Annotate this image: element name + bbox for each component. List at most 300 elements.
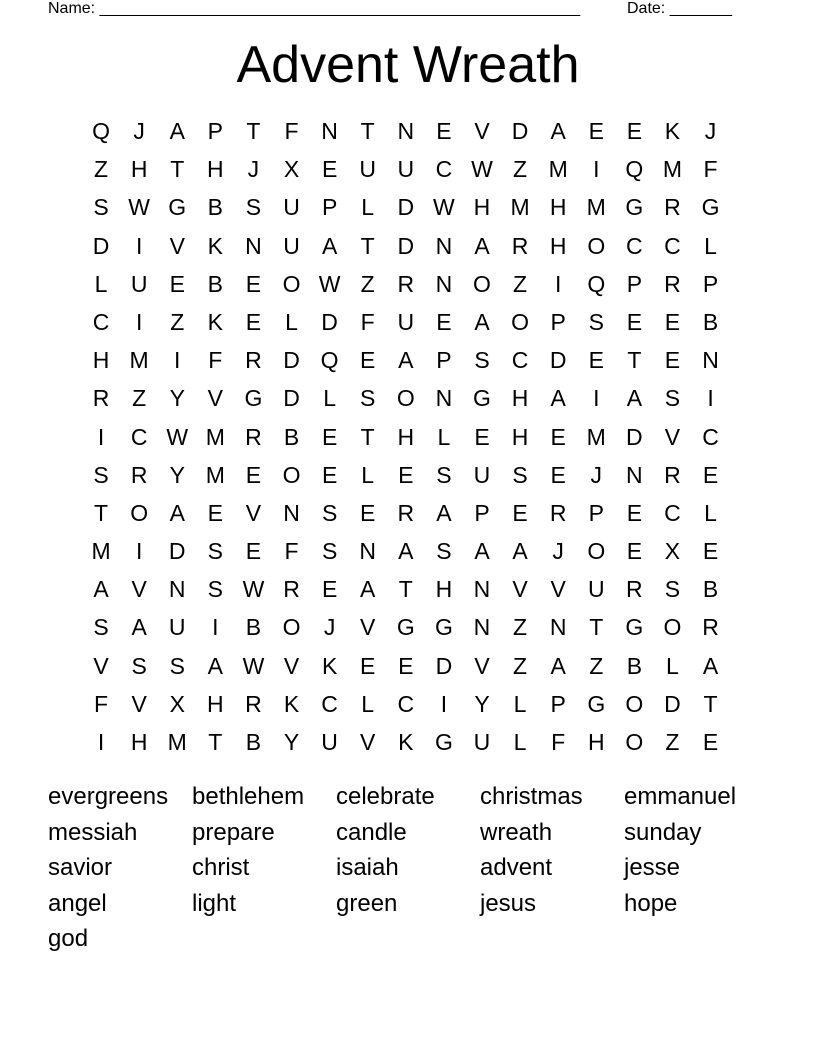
grid-letter: N [435, 232, 453, 259]
word-list-item: emmanuel [624, 783, 737, 810]
grid-letter: U [168, 614, 186, 641]
grid-letter: H [397, 423, 415, 450]
grid-letter: M [205, 423, 225, 450]
grid-letter: K [664, 118, 681, 144]
grid-letter: E [512, 499, 528, 526]
grid-letter: I [97, 729, 105, 755]
grid-letter: S [474, 347, 490, 374]
grid-letter: L [361, 194, 375, 221]
grid-letter: D [397, 194, 415, 221]
grid-letter: N [359, 538, 377, 565]
grid-letter: H [473, 194, 491, 221]
grid-letter: B [245, 614, 262, 641]
grid-letter: D [626, 423, 643, 450]
grid-letter: E [588, 118, 604, 144]
grid-letter: E [702, 461, 719, 488]
grid-letter: T [589, 614, 604, 641]
grid-letter: E [626, 118, 643, 144]
grid-letter: K [207, 308, 223, 335]
grid-letter: V [360, 614, 376, 641]
grid-letter: E [588, 347, 604, 374]
grid-letter: P [207, 118, 223, 144]
word-list-item: god [48, 925, 89, 953]
grid-letter: E [321, 576, 338, 603]
grid-letter: Z [513, 156, 528, 183]
grid-letter: G [701, 194, 720, 221]
grid-letter: H [549, 232, 567, 259]
grid-letter: T [94, 499, 109, 526]
grid-letter: J [247, 156, 260, 183]
grid-letter: I [440, 690, 448, 717]
grid-letter: I [554, 270, 562, 297]
grid-letter: R [245, 347, 262, 374]
grid-letter: R [245, 423, 262, 450]
word-list-item: hope [624, 889, 678, 917]
grid-letter: D [664, 690, 681, 717]
grid-letter: I [707, 385, 714, 412]
grid-letter: H [511, 423, 529, 450]
grid-letter: E [398, 652, 414, 679]
grid-letter: B [245, 729, 262, 755]
grid-letter: W [471, 156, 493, 183]
grid-letter: K [398, 729, 414, 755]
grid-letter: P [321, 194, 338, 221]
grid-letter: N [549, 614, 567, 641]
grid-letter: N [321, 118, 338, 144]
word-list-item: wreath [480, 818, 553, 846]
grid-letter: C [664, 499, 681, 526]
grid-letter: R [283, 576, 300, 603]
grid-letter: O [663, 614, 682, 641]
grid-letter: H [435, 576, 453, 603]
grid-letter: C [626, 232, 643, 259]
grid-letter: T [246, 118, 261, 144]
name-field-label: Name: ______________________________________________________ [48, 0, 581, 17]
grid-letter: L [513, 690, 527, 717]
grid-letter: D [92, 232, 110, 259]
grid-letter: E [626, 308, 643, 335]
grid-letter: I [593, 156, 600, 183]
grid-letter: H [92, 347, 110, 374]
grid-letter: V [131, 690, 147, 717]
grid-letter: M [510, 194, 530, 221]
grid-letter: Z [513, 652, 528, 679]
grid-letter: H [130, 729, 148, 755]
grid-letter: I [135, 538, 143, 565]
grid-letter: O [130, 499, 149, 526]
grid-letter: T [360, 118, 375, 144]
grid-letter: W [128, 194, 150, 221]
grid-letter: X [664, 538, 681, 565]
grid-letter: E [207, 499, 223, 526]
grid-letter: V [93, 652, 109, 679]
grid-letter: S [664, 576, 681, 603]
grid-letter: O [473, 270, 491, 297]
grid-letter: L [704, 232, 717, 259]
grid-letter: B [702, 308, 719, 335]
grid-letter: G [587, 690, 606, 717]
grid-letter: T [627, 347, 642, 374]
grid-letter: U [473, 729, 491, 755]
grid-letter: F [284, 118, 299, 144]
grid-letter: O [587, 538, 606, 565]
grid-letter: T [360, 232, 375, 259]
grid-letter: S [512, 461, 528, 488]
grid-letter: E [626, 538, 643, 565]
grid-letter: V [283, 652, 300, 679]
grid-letter: U [397, 308, 415, 335]
grid-letter: N [245, 232, 262, 259]
grid-letter: R [664, 270, 681, 297]
grid-letter: Z [665, 729, 680, 755]
grid-letter: R [245, 690, 262, 717]
grid-letter: E [702, 729, 719, 755]
grid-letter: C [702, 423, 719, 450]
grid-letter: F [208, 347, 223, 374]
grid-letter: A [321, 232, 338, 259]
grid-letter: Q [587, 270, 606, 297]
word-list-item: prepare [192, 818, 275, 846]
grid-letter: U [283, 194, 300, 221]
grid-letter: G [168, 194, 187, 221]
grid-letter: E [245, 461, 262, 488]
grid-letter: V [131, 576, 147, 603]
grid-letter: N [435, 270, 453, 297]
grid-letter: A [550, 385, 566, 412]
grid-letter: T [703, 690, 718, 717]
word-list-item: christ [192, 854, 250, 882]
grid-letter: K [283, 690, 300, 717]
grid-letter: I [174, 347, 181, 374]
grid-letter: S [207, 576, 223, 603]
grid-letter: V [664, 423, 681, 450]
word-list-item: isaiah [336, 854, 399, 882]
grid-letter: E [664, 347, 681, 374]
letter-grid [82, 112, 730, 761]
grid-letter: D [321, 308, 338, 335]
grid-letter: S [207, 538, 223, 565]
grid-letter: H [549, 194, 567, 221]
grid-letter: Y [169, 385, 185, 412]
grid-letter: A [474, 308, 490, 335]
grid-letter: X [169, 690, 185, 717]
grid-letter: O [282, 270, 301, 297]
grid-letter: M [586, 423, 606, 450]
grid-letter: N [702, 347, 719, 374]
grid-letter: C [664, 232, 681, 259]
grid-letter: C [92, 308, 110, 335]
grid-letter: P [702, 270, 719, 297]
grid-letter: E [702, 538, 719, 565]
grid-letter: A [131, 614, 147, 641]
grid-letter: K [321, 652, 338, 679]
grid-letter: T [360, 423, 375, 450]
grid-letter: Z [170, 308, 185, 335]
grid-letter: W [166, 423, 189, 450]
grid-letter: L [285, 308, 298, 335]
grid-letter: U [587, 576, 605, 603]
grid-letter: A [550, 118, 566, 144]
grid-letter: A [207, 652, 223, 679]
grid-letter: M [548, 156, 568, 183]
grid-letter: R [702, 614, 719, 641]
grid-letter: E [360, 347, 376, 374]
word-list-item: advent [480, 854, 553, 882]
grid-letter: S [436, 538, 452, 565]
grid-letter: O [282, 461, 301, 488]
grid-letter: G [473, 385, 491, 412]
grid-letter: A [93, 576, 109, 603]
grid-letter: V [474, 118, 490, 144]
grid-letter: I [593, 385, 600, 412]
grid-letter: L [513, 729, 527, 755]
grid-letter: H [130, 156, 148, 183]
grid-letter: R [92, 385, 110, 412]
grid-letter: G [434, 729, 453, 755]
grid-letter: R [664, 461, 681, 488]
grid-letter: S [245, 194, 262, 221]
grid-letter: F [360, 308, 375, 335]
grid-letter: J [552, 538, 564, 565]
grid-letter: V [474, 652, 490, 679]
grid-letter: O [625, 690, 644, 717]
grid-letter: V [512, 576, 528, 603]
word-list [48, 780, 768, 958]
grid-letter: E [321, 461, 338, 488]
grid-letter: A [169, 499, 185, 526]
word-list-item: savior [48, 854, 113, 882]
grid-letter: C [321, 690, 338, 717]
grid-letter: F [284, 538, 299, 565]
grid-letter: S [93, 614, 109, 641]
grid-letter: Y [169, 461, 185, 488]
grid-letter: E [321, 423, 338, 450]
grid-letter: V [245, 499, 262, 526]
grid-letter: S [588, 308, 604, 335]
grid-letter: E [321, 156, 338, 183]
grid-letter: S [93, 194, 109, 221]
grid-letter: H [587, 729, 605, 755]
grid-letter: S [93, 461, 109, 488]
grid-letter: P [550, 690, 566, 717]
grid-letter: H [207, 690, 224, 717]
grid-letter: S [169, 652, 185, 679]
grid-letter: C [397, 690, 415, 717]
grid-letter: B [626, 652, 643, 679]
grid-letter: O [396, 385, 415, 412]
grid-letter: U [321, 729, 338, 755]
grid-letter: L [361, 690, 375, 717]
grid-letter: A [436, 499, 452, 526]
grid-letter: E [474, 423, 490, 450]
grid-letter: M [205, 461, 225, 488]
grid-letter: A [169, 118, 185, 144]
grid-letter: J [323, 614, 336, 641]
grid-letter: L [704, 499, 717, 526]
grid-letter: P [588, 499, 604, 526]
grid-letter: E [360, 499, 376, 526]
grid-letter: I [135, 232, 143, 259]
grid-letter: W [433, 194, 455, 221]
grid-letter: P [626, 270, 643, 297]
grid-letter: V [207, 385, 223, 412]
grid-letter: S [321, 538, 338, 565]
grid-letter: Y [283, 729, 300, 755]
grid-letter: S [664, 385, 681, 412]
grid-letter: B [207, 270, 223, 297]
grid-letter: Z [132, 385, 147, 412]
grid-letter: L [437, 423, 451, 450]
grid-letter: O [587, 232, 606, 259]
grid-letter: U [283, 232, 300, 259]
grid-letter: C [130, 423, 148, 450]
word-list-item: messiah [48, 818, 138, 846]
grid-letter: E [626, 499, 643, 526]
word-list-item: candle [336, 818, 407, 846]
grid-letter: E [169, 270, 185, 297]
grid-letter: O [625, 729, 644, 755]
grid-letter: V [360, 729, 376, 755]
grid-letter: A [398, 538, 414, 565]
grid-letter: O [511, 308, 530, 335]
grid-letter: Z [94, 156, 109, 183]
grid-letter: P [474, 499, 490, 526]
grid-letter: R [397, 270, 415, 297]
grid-letter: T [208, 729, 223, 755]
grid-letter: U [359, 156, 377, 183]
grid-letter: O [282, 614, 301, 641]
grid-letter: N [473, 576, 491, 603]
grid-letter: E [550, 423, 566, 450]
grid-letter: U [473, 461, 491, 488]
grid-letter: M [662, 156, 683, 183]
grid-letter: Q [625, 156, 644, 183]
grid-letter: G [396, 614, 415, 641]
grid-letter: E [436, 118, 452, 144]
grid-letter: H [511, 385, 529, 412]
grid-letter: E [245, 538, 262, 565]
grid-letter: N [168, 576, 186, 603]
grid-letter: N [435, 385, 453, 412]
grid-letter: I [212, 614, 219, 641]
grid-letter: M [129, 347, 149, 374]
grid-letter: N [626, 461, 643, 488]
grid-letter: U [397, 156, 415, 183]
grid-letter: R [549, 499, 567, 526]
word-list-item: christmas [480, 783, 583, 810]
grid-letter: Y [474, 690, 490, 717]
grid-letter: L [666, 652, 679, 679]
grid-letter: L [361, 461, 375, 488]
word-list-item: angel [48, 889, 107, 917]
grid-letter: R [397, 499, 415, 526]
grid-letter: T [398, 576, 413, 603]
grid-letter: W [318, 270, 341, 297]
grid-letter: X [283, 156, 300, 183]
grid-letter: M [167, 729, 187, 755]
grid-letter: M [586, 194, 606, 221]
grid-letter: J [590, 461, 603, 488]
word-list-item: light [192, 889, 237, 917]
grid-letter: V [169, 232, 185, 259]
date-field-label: Date: _______ [627, 0, 732, 17]
grid-letter: R [626, 576, 643, 603]
page-title: Advent Wreath [236, 36, 580, 94]
grid-letter: R [130, 461, 148, 488]
grid-letter: A [512, 538, 528, 565]
grid-letter: D [168, 538, 186, 565]
grid-letter: E [245, 308, 262, 335]
grid-letter: K [207, 232, 223, 259]
grid-letter: Z [589, 652, 604, 679]
word-list-item: green [336, 889, 398, 917]
grid-letter: N [283, 499, 300, 526]
grid-letter: A [702, 652, 719, 679]
grid-letter: A [474, 232, 490, 259]
grid-letter: D [435, 652, 453, 679]
grid-letter: G [434, 614, 453, 641]
word-list-item: jesse [624, 854, 681, 882]
grid-letter: L [323, 385, 336, 412]
grid-letter: E [436, 308, 452, 335]
grid-letter: J [133, 118, 145, 144]
grid-letter: Q [320, 347, 339, 374]
grid-letter: U [130, 270, 148, 297]
grid-letter: F [703, 156, 718, 183]
grid-letter: P [550, 308, 566, 335]
grid-letter: A [360, 576, 376, 603]
grid-letter: T [170, 156, 185, 183]
grid-letter: Z [360, 270, 375, 297]
word-list-item: bethlehem [192, 783, 305, 810]
grid-letter: D [511, 118, 529, 144]
grid-letter: A [398, 347, 414, 374]
grid-letter: G [625, 194, 644, 221]
grid-letter: M [91, 538, 111, 565]
grid-letter: P [436, 347, 452, 374]
grid-letter: N [397, 118, 415, 144]
grid-letter: G [625, 614, 644, 641]
grid-letter: C [511, 347, 529, 374]
grid-letter: S [436, 461, 452, 488]
grid-letter: S [131, 652, 147, 679]
grid-letter: L [94, 270, 108, 297]
grid-letter: E [398, 461, 414, 488]
grid-letter: W [242, 652, 265, 679]
grid-letter: E [245, 270, 262, 297]
grid-letter: E [550, 461, 566, 488]
grid-letter: A [474, 538, 490, 565]
grid-letter: D [283, 385, 300, 412]
grid-letter: Z [513, 270, 528, 297]
grid-letter: A [550, 652, 566, 679]
grid-letter: S [321, 499, 338, 526]
word-list-item: evergreens [48, 783, 169, 810]
grid-letter: H [207, 156, 224, 183]
grid-letter: E [360, 652, 376, 679]
grid-letter: G [244, 385, 263, 412]
word-list-item: jesus [480, 889, 537, 917]
grid-letter: I [135, 308, 143, 335]
grid-letter: J [704, 118, 717, 144]
grid-letter: R [511, 232, 529, 259]
grid-letter: D [397, 232, 415, 259]
grid-letter: D [283, 347, 300, 374]
grid-letter: N [473, 614, 491, 641]
grid-letter: C [435, 156, 453, 183]
grid-letter: B [283, 423, 300, 450]
grid-letter: I [97, 423, 105, 450]
